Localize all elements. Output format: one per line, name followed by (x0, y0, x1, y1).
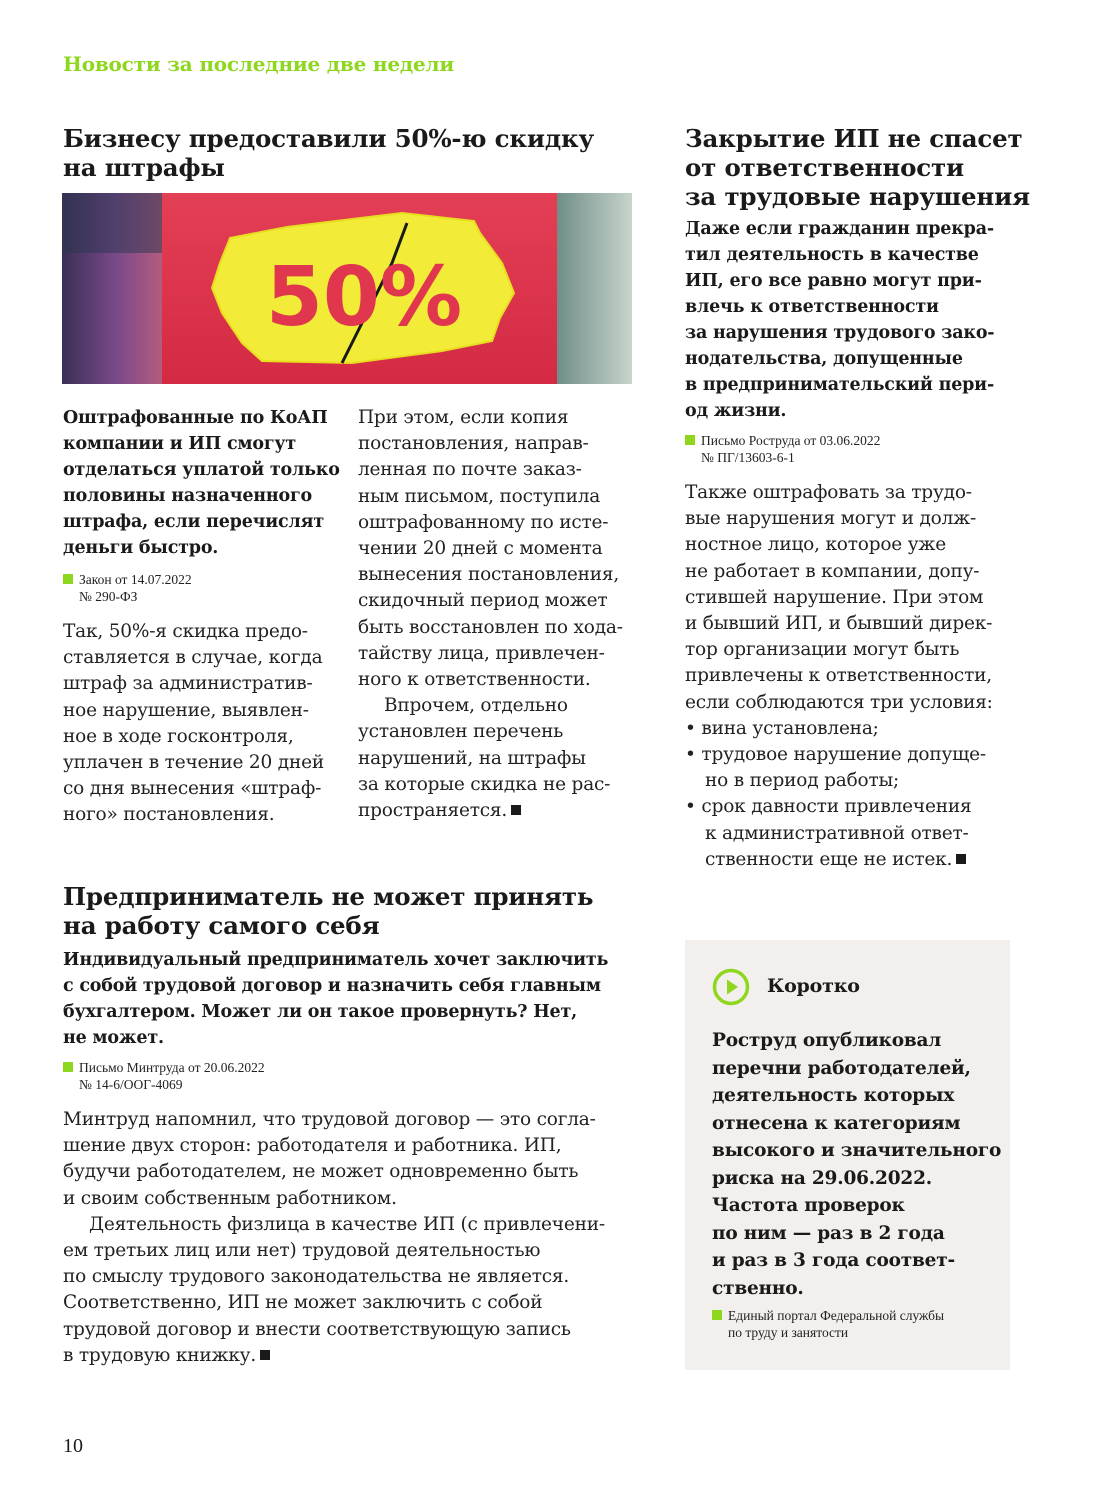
bullet-cont: но в период работы; (705, 770, 900, 792)
body-line-end (358, 798, 638, 824)
article2-source (63, 1059, 653, 1093)
lead-line: штрафа, если перечислят (63, 512, 325, 532)
title-line: Закрытие ИП не спасет (685, 124, 1023, 153)
lead-line: отделаться уплатой только (63, 460, 340, 480)
end-mark (956, 854, 966, 864)
lead-line: бухгалтером. Может ли он такое провернуть? Нет, (63, 1002, 578, 1022)
body-line: по смыслу трудового законодательства не является. (63, 1266, 570, 1288)
source-marker (63, 574, 73, 584)
body-line: Минтруд напомнил, что трудовой договор — это согла- (63, 1109, 596, 1130)
article1-source (63, 571, 348, 605)
article1-body-col2 (358, 405, 638, 824)
brief-line: и раз в 3 года соответ- (712, 1250, 955, 1271)
lead-line: Оштрафованные по КоАП (63, 408, 328, 428)
lead-line: деньги быстро. (63, 538, 219, 558)
article1-lead (63, 405, 348, 829)
title-line: на работу самого себя (63, 911, 380, 940)
bullet-text: ственности еще не истек. (705, 848, 953, 870)
article3-body (685, 480, 1045, 873)
body-line: вые нарушения могут и долж- (685, 508, 976, 530)
body-line: стившей нарушение. При этом (685, 586, 984, 608)
title-line: Предприниматель не может принять (63, 882, 594, 911)
body-line: ного» постановления. (63, 804, 275, 826)
body-line-end (63, 1343, 653, 1369)
body-line: Впрочем, отдельно (384, 695, 568, 717)
end-mark (260, 1350, 270, 1360)
lead-line: Даже если гражданин прекра- (685, 219, 994, 239)
title-line: Бизнесу предоставили 50%-ю скидку (63, 124, 594, 153)
bullet-cont-end (685, 847, 1045, 873)
brief-source (712, 1307, 1037, 1341)
brief-line: риска на 29.06.2022. (712, 1167, 932, 1189)
source-line: № ПГ/13603-6-1 (701, 450, 795, 465)
source-line: № 14-6/ООГ-4069 (79, 1077, 183, 1092)
lead-line: ИП, его все равно могут при- (685, 271, 982, 291)
body-line: ем третьих лиц или нет) трудовой деятельностью (63, 1240, 541, 1262)
lead-line: половины назначенного (63, 486, 312, 506)
body-line: и бывший ИП, и бывший дирек- (685, 613, 993, 635)
article3-title (685, 124, 1045, 211)
bullet-item: • трудовое нарушение допуще- (685, 744, 986, 766)
article3-source (685, 432, 1045, 466)
body-line: ставляется в случае, когда (63, 647, 323, 669)
lead-line: за нарушения трудового зако- (685, 323, 995, 343)
body-line: ленная по почте заказ- (358, 459, 582, 481)
article3-content (685, 216, 1045, 873)
bullet-text: срок давности привлечения (701, 796, 972, 818)
brief-line: отнесена к категориям (712, 1112, 961, 1134)
source-marker (712, 1310, 722, 1320)
body-line: за которые скидка не рас- (358, 773, 611, 795)
title-line: на штрафы (63, 153, 225, 182)
bullet-text: вина установлена; (701, 717, 879, 739)
body-line: штраф за административ- (63, 673, 313, 695)
body-line: ностное лицо, которое уже (685, 534, 946, 556)
body-line: скидочный период может (358, 590, 608, 612)
body-line: пространяется. (358, 800, 508, 822)
body-line: если соблюдаются три условия: (685, 691, 993, 713)
title-line: от ответственности (685, 153, 964, 182)
source-line: Единый портал Федеральной службы (728, 1308, 945, 1323)
body-line: чении 20 дней с момента (358, 538, 603, 560)
brief-line: Частота проверок (712, 1195, 905, 1216)
body-line: Соответственно, ИП не может заключить с собой (63, 1292, 543, 1314)
brief-line: ственно. (712, 1277, 804, 1299)
body-line: ное нарушение, выявлен- (63, 699, 309, 721)
end-mark (511, 805, 521, 815)
body-line: ным письмом, поступила (358, 485, 601, 507)
body-line: будучи работодателем, не может одновременно быть (63, 1161, 579, 1183)
body-line: нарушений, на штрафы (358, 747, 586, 769)
lead-line: не может. (63, 1028, 164, 1048)
source-marker (685, 435, 695, 445)
body-line: Так, 50%-я скидка предо- (63, 621, 308, 642)
brief-line: высокого и значительного (712, 1140, 1002, 1161)
brief-box (685, 940, 1010, 1370)
source-line: по труду и занятости (728, 1325, 849, 1340)
body-line: со дня вынесения «штраф- (63, 778, 322, 800)
body-line: вынесения постановления, (358, 564, 620, 586)
lead-line: влечь к ответственности (685, 297, 939, 317)
body-line: установлен перечень (358, 721, 564, 743)
body-line: быть восстановлен по хода- (358, 616, 623, 638)
lead-line: Индивидуальный предприниматель хочет заключить (63, 950, 609, 970)
discount-photo (62, 193, 632, 384)
brief-title: Коротко (767, 975, 860, 997)
lead-line: в предпринимательский пери- (685, 375, 995, 395)
body-line: ного к ответственности. (358, 669, 591, 691)
lead-line: компании и ИП смогут (63, 434, 297, 454)
source-line: № 290-ФЗ (79, 589, 138, 604)
bullet-item: • вина установлена; (685, 717, 879, 739)
body-line: ное в ходе госконтроля, (63, 725, 294, 747)
body-line: уплачен в течение 20 дней (63, 752, 324, 774)
body-line: шение двух сторон: работодателя и работника. ИП, (63, 1135, 562, 1157)
body-line: оштрафованному по исте- (358, 511, 609, 533)
article2-title (63, 882, 643, 940)
body-line: постановления, направ- (358, 433, 589, 455)
body-line: Также оштрафовать за трудо- (685, 482, 972, 503)
brief-line: по ним — раз в 2 года (712, 1222, 945, 1244)
brief-line: перечни работодателей, (712, 1057, 971, 1079)
body-line: тайству лица, привлечен- (358, 642, 605, 664)
body-line: и своим собственным работником. (63, 1187, 397, 1209)
bullet-text: трудовое нарушение допуще- (701, 744, 986, 766)
lead-line: тил деятельность в качестве (685, 245, 979, 265)
page-number: 10 (63, 1435, 83, 1457)
brief-line: деятельность которых (712, 1085, 955, 1106)
source-marker (63, 1062, 73, 1072)
body-line: привлечены к ответственности, (685, 665, 992, 687)
article2-body (63, 1107, 653, 1369)
bullet-item: • срок давности привлечения (685, 796, 972, 818)
lead-line: с собой трудовой договор и назначить себя главным (63, 976, 601, 996)
play-icon (712, 968, 750, 1006)
body-line: в трудовую книжку. (63, 1344, 257, 1366)
body-line: При этом, если копия (358, 407, 569, 428)
article1-body-col1 (63, 619, 348, 829)
discount-label: 50% (265, 250, 463, 345)
article2-content (63, 947, 653, 1369)
body-line: не работает в компании, допу- (685, 560, 980, 582)
source-line: Письмо Минтруда от 20.06.2022 (79, 1060, 265, 1075)
title-line: за трудовые нарушения (685, 182, 1030, 211)
article1-title (63, 124, 623, 182)
brief-line: Роструд опубликовал (712, 1030, 942, 1051)
body-line: тор организации могут быть (685, 639, 960, 661)
section-header: Новости за последние две недели (63, 52, 455, 76)
bullet-cont: к административной ответ- (705, 822, 969, 844)
body-line: трудовой договор и внести соответствующую запись (63, 1318, 571, 1340)
brief-text (712, 1027, 1001, 1302)
source-line: Закон от 14.07.2022 (79, 572, 192, 587)
lead-line: од жизни. (685, 401, 787, 421)
body-line: Деятельность физлица в качестве ИП (с привлечени- (89, 1213, 605, 1235)
lead-line: нодательства, допущенные (685, 349, 963, 369)
source-line: Письмо Роструда от 03.06.2022 (701, 433, 881, 448)
